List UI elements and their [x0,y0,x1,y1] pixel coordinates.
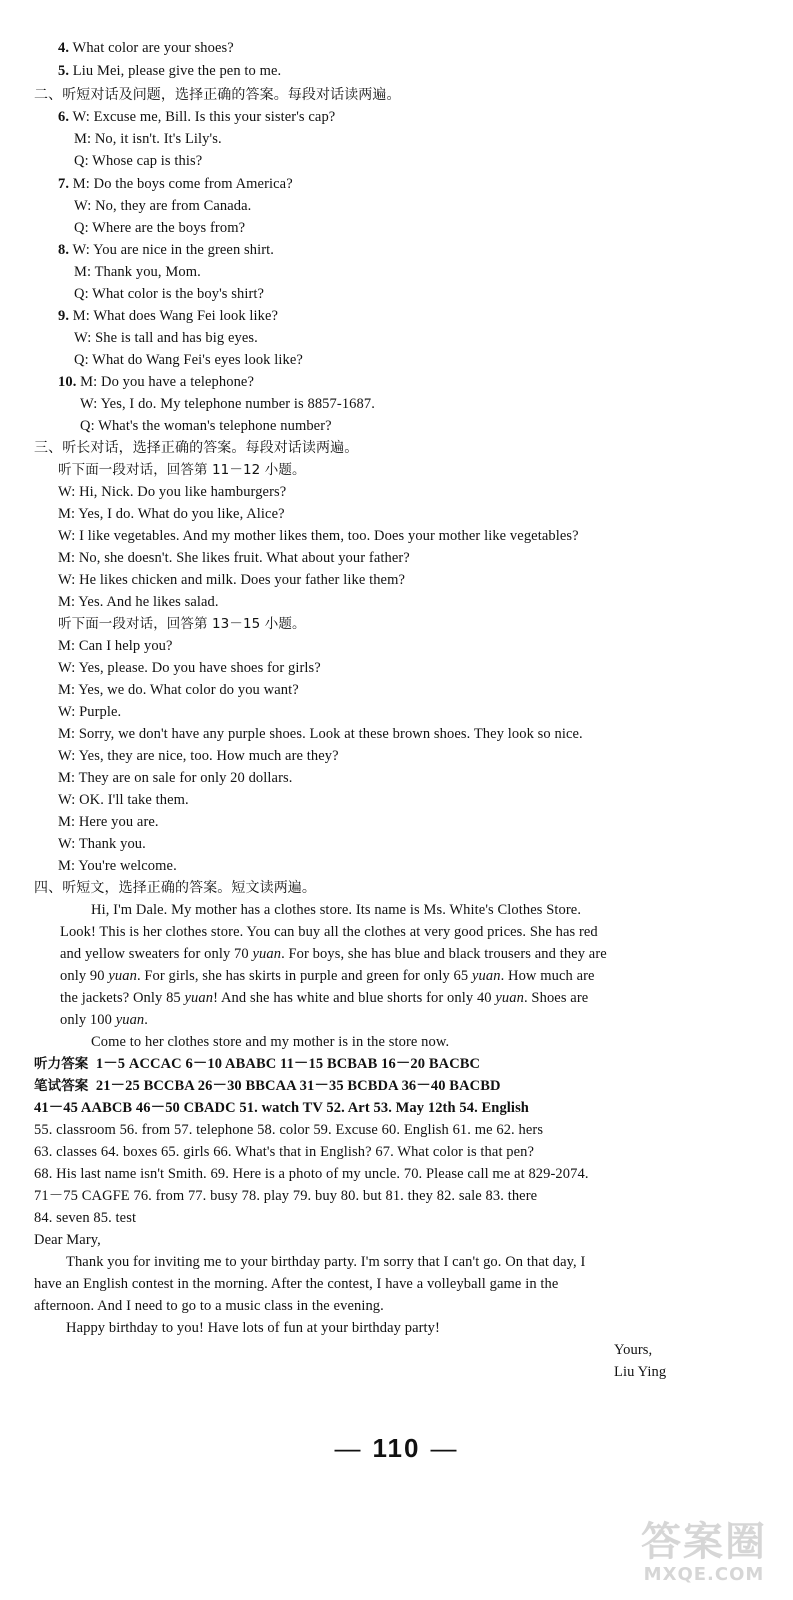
question-5: 5. Liu Mei, please give the pen to me. [58,63,282,79]
dialogue-line: W: Yes, please. Do you have shoes for girls? [58,660,321,676]
dialogue-line: W: OK. I'll take them. [58,792,189,808]
written-answers-line: 55. classroom 56. from 57. telephone 58. color 59. Excuse 60. English 61. me 62. hers [34,1122,544,1138]
question-8-question: Q: What color is the boy's shirt? [74,286,265,302]
passage-line: and yellow sweaters for only 70 yuan. For boys, she has blue and black trousers and they are [60,946,607,962]
dialogue-line: M: Yes, I do. What do you like, Alice? [58,506,285,522]
passage-line: only 100 yuan. [60,1012,149,1028]
dialogue-line: M: Sorry, we don't have any purple shoes. Look at these brown shoes. They look so nice. [58,726,583,742]
letter-signature: Liu Ying [614,1364,667,1380]
question-7-line-b: W: No, they are from Canada. [74,198,252,214]
question-8-line-a: 8. W: You are nice in the green shirt. [58,242,275,258]
written-answers-line: 71－75 CAGFE 76. from 77. busy 78. play 79. buy 80. but 81. they 82. sale 83. there [34,1188,538,1204]
watermark-bottom: MXQE.COM [643,1564,765,1585]
letter-greeting: Dear Mary, [34,1232,101,1248]
dialogue-line: W: Yes, they are nice, too. How much are they? [58,748,339,764]
dialogue-line: M: Can I help you? [58,638,173,654]
dialogue-line: M: They are on sale for only 20 dollars. [58,770,293,786]
page-number-dash: — [430,1433,459,1463]
passage-line: Hi, I'm Dale. My mother has a clothes store. Its name is Ms. White's Clothes Store. [91,902,582,918]
question-9-line-a: 9. M: What does Wang Fei look like? [58,308,279,324]
question-9-line-b: W: She is tall and has big eyes. [74,330,258,346]
dialogue-line: M: No, she doesn't. She likes fruit. What about your father? [58,550,410,566]
dialogue-line: W: Hi, Nick. Do you like hamburgers? [58,484,287,500]
question-10-line-b: W: Yes, I do. My telephone number is 8857-1687. [80,396,375,412]
page-number-dash: — [334,1433,363,1463]
question-6-line-b: M: No, it isn't. It's Lily's. [74,131,222,147]
question-10-question: Q: What's the woman's telephone number? [80,418,332,434]
watermark-logo [629,1520,779,1590]
question-10-line-a: 10. M: Do you have a telephone? [58,374,254,390]
dialogue-line: W: He likes chicken and milk. Does your father like them? [58,572,406,588]
page-number-value: 110 [372,1433,421,1463]
dialogue-line: W: Purple. [58,704,122,720]
passage-line: Look! This is her clothes store. You can buy all the clothes at very good prices. She has red [60,924,598,940]
question-8-line-b: M: Thank you, Mom. [74,264,201,280]
dialogue-line: M: Yes. And he likes salad. [58,594,219,610]
dialogue-line: W: I like vegetables. And my mother likes them, too. Does your mother like vegetables? [58,528,579,544]
question-7-question: Q: Where are the boys from? [74,220,246,236]
watermark-top: 答案圈 [641,1519,767,1565]
passage-line: the jackets? Only 85 yuan! And she has white and blue shorts for only 40 yuan. Shoes are [60,990,589,1006]
question-6-line-a: 6. W: Excuse me, Bill. Is this your sister's cap? [58,109,336,125]
written-answers-line: 63. classes 64. boxes 65. girls 66. What's that in English? 67. What color is that pen? [34,1144,535,1160]
passage-line: Come to her clothes store and my mother is in the store now. [91,1034,450,1050]
page-number [0,1433,793,1464]
dialogue-line: W: Thank you. [58,836,146,852]
letter-line: afternoon. And I need to go to a music class in the evening. [34,1298,384,1314]
dialogue-line: M: You're welcome. [58,858,177,874]
written-answers: 笔试答案 21－25 BCCBA 26－30 BBCAA 31－35 BCBDA 36－40 BACBD [34,1078,501,1094]
question-4: 4. What color are your shoes? [58,40,234,56]
letter-line: Happy birthday to you! Have lots of fun at your birthday party! [66,1320,440,1336]
written-answers-line: 68. His last name isn't Smith. 69. Here is a photo of my uncle. 70. Please call me at 829-2074. [34,1166,589,1182]
section-2-title: 二、听短对话及问题，选择正确的答案。每段对话读两遍。 [34,87,401,103]
question-7-line-a: 7. M: Do the boys come from America? [58,176,293,192]
dialogue-instruction: 听下面一段对话，回答第 11－12 小题。 [58,462,306,478]
letter-line: Thank you for inviting me to your birthday party. I'm sorry that I can't go. On that day, I [66,1254,586,1270]
letter-closing: Yours, [614,1342,653,1358]
section-4-title: 四、听短文，选择正确的答案。短文读两遍。 [34,880,316,896]
dialogue-line: M: Yes, we do. What color do you want? [58,682,299,698]
dialogue-line: M: Here you are. [58,814,159,830]
written-answers-line: 41－45 AABCB 46－50 CBADC 51. watch TV 52. Art 53. May 12th 54. English [34,1100,529,1116]
listening-answers: 听力答案 1－5 ACCAC 6－10 ABABC 11－15 BCBAB 16－20 BACBC [34,1056,481,1072]
question-6-question: Q: Whose cap is this? [74,153,203,169]
dialogue-instruction: 听下面一段对话，回答第 13－15 小题。 [58,616,306,632]
question-9-question: Q: What do Wang Fei's eyes look like? [74,352,303,368]
written-answers-line: 84. seven 85. test [34,1210,137,1226]
section-3-title: 三、听长对话，选择正确的答案。每段对话读两遍。 [34,440,359,456]
passage-line: only 90 yuan. For girls, she has skirts in purple and green for only 65 yuan. How much are [60,968,595,984]
letter-line: have an English contest in the morning. After the contest, I have a volleyball game in the [34,1276,559,1292]
